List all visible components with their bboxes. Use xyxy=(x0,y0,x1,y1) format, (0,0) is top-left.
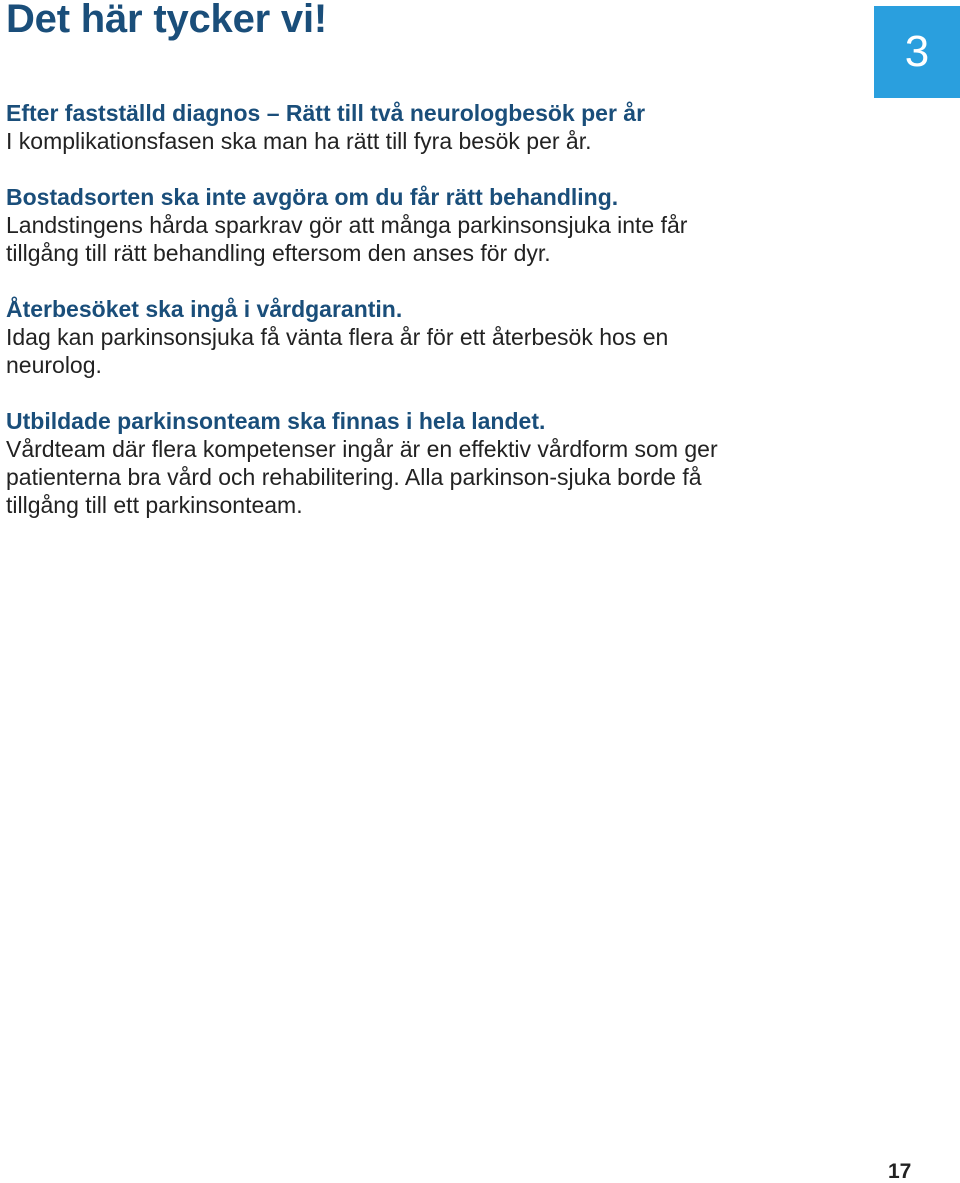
section-text: Landstingens hårda sparkrav gör att många parkinsonsjuka inte får tillgång till rätt behandling eftersom den anses för dyr. xyxy=(6,212,688,266)
section-heading: Utbildade parkinsonteam ska finnas i hela landet. xyxy=(6,408,546,434)
section-heading: Bostadsorten ska inte avgöra om du får rätt behandling. xyxy=(6,184,619,210)
section-text: Vårdteam där flera kompetenser ingår är en effektiv vårdform som ger patienterna bra vård och rehabilitering. Alla parkinson-sjuka borde få tillgång till ett parkinsonteam. xyxy=(6,436,718,518)
section-text: I komplikationsfasen ska man ha rätt till fyra besök per år. xyxy=(6,128,592,154)
section-neurologist-visits xyxy=(6,99,736,155)
content-column xyxy=(6,99,736,547)
chapter-number-badge xyxy=(874,6,960,98)
section-heading: Efter fastställd diagnos – Rätt till två neurologbesök per år xyxy=(6,100,646,126)
section-heading: Återbesöket ska ingå i vårdgarantin. xyxy=(6,296,403,322)
section-parkinson-teams xyxy=(6,407,736,519)
page-number: 17 xyxy=(888,1160,912,1183)
section-text: Idag kan parkinsonsjuka få vänta flera år för ett återbesök hos en neurolog. xyxy=(6,324,669,378)
page-title: Det här tycker vi! xyxy=(6,0,327,41)
chapter-number: 3 xyxy=(904,27,930,76)
section-residence-treatment xyxy=(6,183,736,267)
section-care-guarantee xyxy=(6,295,736,379)
